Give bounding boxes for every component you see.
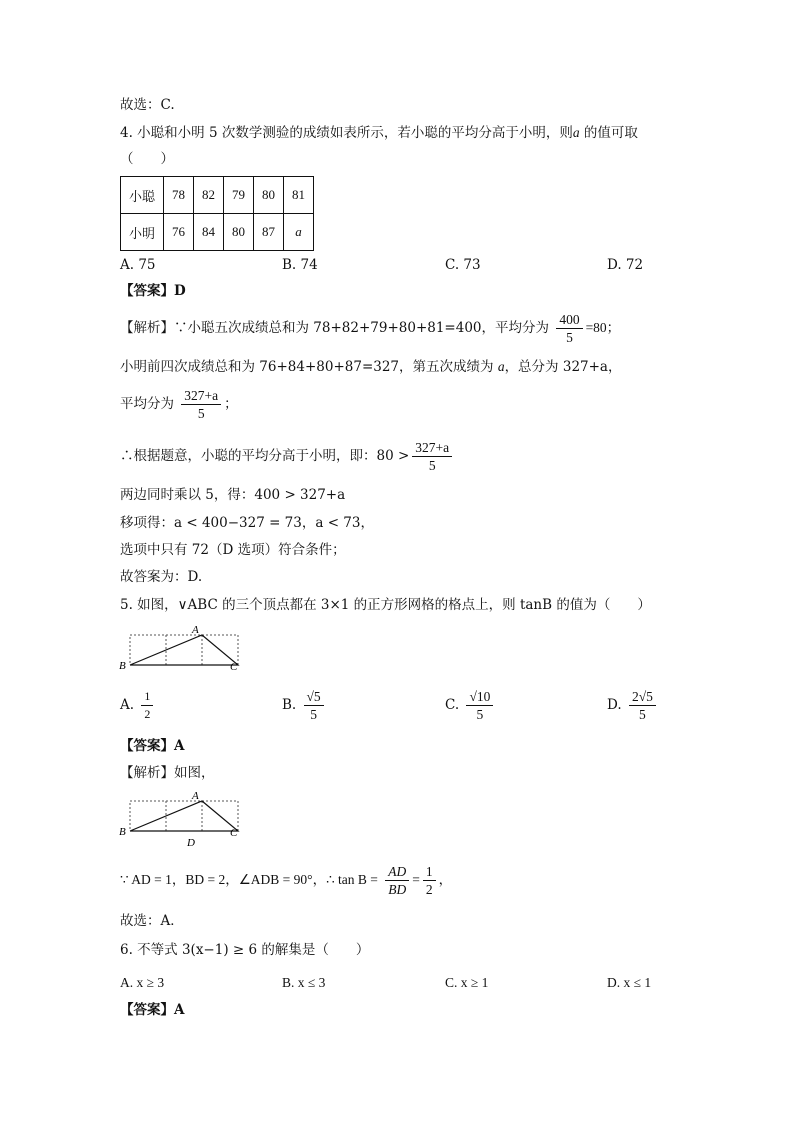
option-fraction	[466, 688, 493, 723]
fraction-327a-over-5-b	[412, 439, 452, 474]
explanation-4-var: a	[497, 359, 505, 374]
label-a: A	[192, 624, 199, 636]
answer-6: 【答案】A	[120, 1002, 185, 1018]
explanation-4-line-4	[120, 438, 455, 474]
fraction-denominator: 5	[476, 707, 484, 722]
question-4-text: 4. 小聪和小明 5 次数学测验的成绩如表所示，若小聪的平均分高于小明，则	[120, 125, 573, 141]
label-c: C	[230, 827, 238, 839]
table-row	[121, 177, 314, 214]
fraction-numerator: 327+a	[181, 387, 221, 405]
table-cell: 84	[194, 214, 224, 251]
option-fraction	[141, 688, 153, 723]
explanation-4-line-1	[120, 310, 620, 346]
option-4a: A. 75	[120, 257, 156, 273]
triangle-figure-1	[118, 622, 244, 674]
explanation-4-tail-3: ；	[224, 396, 238, 412]
explanation-5-line-3: 故选：A．	[120, 913, 184, 929]
label-d: D	[187, 837, 195, 849]
explanation-4-text-4: ∴根据题意，小聪的平均分高于小明，即：80 >	[120, 448, 410, 464]
question-4-paren: （ ）	[120, 151, 174, 167]
question-6-stem: 6. 不等式 3(x−1) ≥ 6 的解集是（ ）	[120, 942, 370, 958]
table-cell: 87	[254, 214, 284, 251]
option-4c: C. 73	[445, 257, 481, 273]
table-row-name: 小聪	[121, 177, 164, 214]
fraction-1-over-2	[423, 863, 436, 898]
table-cell: 79	[224, 177, 254, 214]
explanation-5-text: ∵ AD = 1，BD = 2，∠ADB = 90°，∴ tan B =	[120, 872, 378, 887]
option-4d: D. 72	[607, 257, 644, 273]
fraction-denominator: 5	[197, 406, 205, 421]
option-4b: B. 74	[282, 257, 318, 273]
explanation-4-line-6: 移项得：a < 400−327 = 73，a < 73，	[120, 515, 374, 531]
fraction-numerator: AD	[385, 863, 409, 881]
table-cell: a	[284, 214, 314, 251]
question-4-tail: 的值可取	[579, 125, 638, 141]
label-b: B	[119, 660, 126, 672]
fraction-denominator: 5	[566, 330, 573, 345]
explanation-4-line-8: 故答案为：D.	[120, 569, 203, 585]
option-label: D.	[607, 697, 622, 713]
fraction-denominator: 5	[639, 707, 646, 722]
explanation-4-line-7: 选项中只有 72（D 选项）符合条件；	[120, 542, 346, 558]
table-cell: 81	[284, 177, 314, 214]
explanation-4-line-5: 两边同时乘以 5，得：400 > 327+a	[120, 487, 346, 503]
option-6c: C. x ≥ 1	[445, 975, 489, 990]
explanation-4-tail-1: =80；	[585, 320, 621, 335]
fraction-numerator: √10	[466, 688, 493, 706]
table-cell: 76	[164, 214, 194, 251]
fraction-327a-over-5	[181, 387, 221, 422]
answer-4: 【答案】D	[120, 283, 186, 299]
table-cell: 80	[224, 214, 254, 251]
option-fraction	[629, 688, 656, 723]
fraction-denominator: BD	[388, 882, 407, 897]
option-6b: B. x ≤ 3	[282, 975, 326, 990]
explanation-4-text-2: 小明前四次成绩总和为 76+84+80+87=327，第五次成绩为	[120, 359, 498, 375]
option-label: A.	[120, 697, 135, 713]
explanation-5-line-1: 【解析】如图，	[120, 765, 215, 781]
explanation-4-text-1: 【解析】∵小聪五次成绩总和为 78+82+79+80+81=400，平均分为	[120, 320, 550, 336]
explanation-4-line-2	[120, 358, 621, 376]
table-row-name: 小明	[121, 214, 164, 251]
fraction-denominator: 5	[428, 458, 436, 473]
explanation-4-text-3: 平均分为	[120, 396, 174, 412]
answer-5: 【答案】A	[120, 738, 185, 754]
fraction-numerator: 400	[556, 311, 582, 329]
fraction-400-over-5	[556, 311, 582, 346]
table-row	[121, 214, 314, 251]
explanation-5-tail: ，	[438, 872, 453, 888]
fraction-numerator: 1	[141, 688, 153, 706]
label-a: A	[192, 790, 199, 802]
triangle-figure-2	[118, 788, 244, 850]
explanation-4-tail-2: ，总分为 327+a，	[504, 359, 622, 375]
explanation-5-line-2	[120, 860, 452, 900]
fraction-denominator: 2	[144, 707, 151, 721]
option-6d: D. x ≤ 1	[607, 975, 652, 990]
fraction-numerator: 1	[423, 863, 436, 881]
equals-sign: =	[412, 872, 420, 887]
fraction-ad-over-bd	[385, 863, 409, 898]
label-b: B	[119, 826, 126, 838]
fraction-numerator: √5	[304, 688, 324, 706]
option-5a	[120, 688, 156, 723]
table-cell: 82	[194, 177, 224, 214]
option-5d	[607, 688, 659, 723]
question-4-var: a	[572, 125, 580, 140]
question-4-stem	[120, 124, 638, 142]
fraction-numerator: 2√5	[629, 688, 656, 706]
option-fraction	[304, 688, 324, 723]
option-5c	[445, 688, 496, 723]
table-cell: 80	[254, 177, 284, 214]
fraction-numerator: 327+a	[412, 439, 452, 457]
option-6a: A. x ≥ 3	[120, 975, 165, 990]
fraction-denominator: 5	[310, 707, 317, 722]
fraction-denominator: 2	[425, 882, 433, 897]
option-5b	[282, 688, 327, 723]
label-c: C	[230, 661, 238, 673]
score-table	[120, 176, 314, 251]
explanation-4-line-3	[120, 386, 238, 422]
previous-answer-line: 故选：C.	[120, 97, 175, 113]
option-label: C.	[445, 697, 460, 713]
option-label: B.	[282, 697, 297, 713]
table-cell: 78	[164, 177, 194, 214]
question-5-stem: 5. 如图，∨ABC 的三个顶点都在 3×1 的正方形网格的格点上，则 tanB 的值为（ ）	[120, 597, 651, 613]
